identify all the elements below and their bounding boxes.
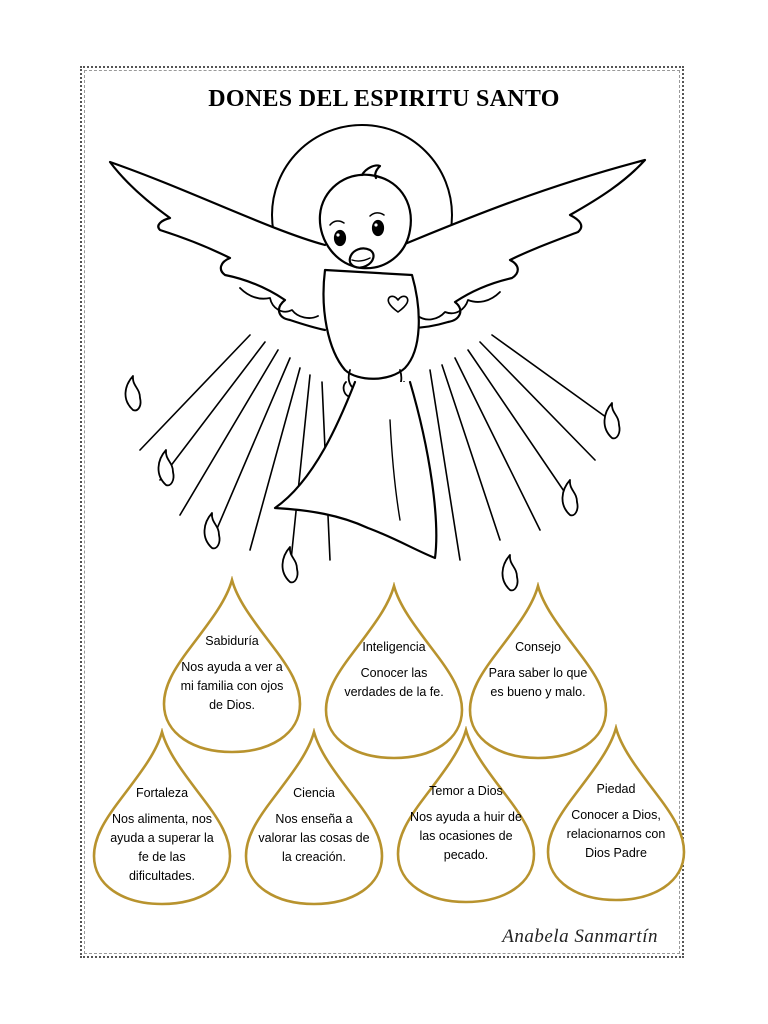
gift-name: Piedad	[596, 782, 636, 796]
gift-drop	[92, 728, 232, 908]
gift-drop	[546, 724, 686, 904]
gift-drop	[244, 728, 384, 908]
page-title: DONES DEL ESPIRITU SANTO	[208, 86, 560, 112]
gift-name: Sabiduría	[205, 634, 259, 648]
gift-name: Fortaleza	[135, 786, 189, 800]
gift-name: Temor a Dios	[429, 784, 503, 798]
gift-name: Ciencia	[293, 786, 335, 800]
gift-name: Inteligencia	[362, 640, 426, 654]
gift-description: Conocer a Dios, relacionarnos con Dios Padre	[566, 808, 666, 860]
gift-description: Nos enseña a valorar las cosas de la creación.	[258, 812, 370, 864]
author-signature: Anabela Sanmartín	[502, 926, 658, 947]
gift-description: Nos ayuda a ver a mi familia con ojos de Dios.	[180, 660, 284, 712]
gift-name: Consejo	[515, 640, 561, 654]
holy-spirit-dove-illustration	[100, 120, 660, 600]
gift-drop	[396, 726, 536, 906]
gift-description: Nos ayuda a huir de las ocasiones de pecado.	[410, 810, 522, 862]
gift-description: Para saber lo que es bueno y malo.	[488, 666, 588, 699]
gift-description: Nos alimenta, nos ayuda a superar la fe de las dificultades.	[110, 812, 214, 883]
gift-description: Conocer las verdades de la fe.	[344, 666, 444, 699]
